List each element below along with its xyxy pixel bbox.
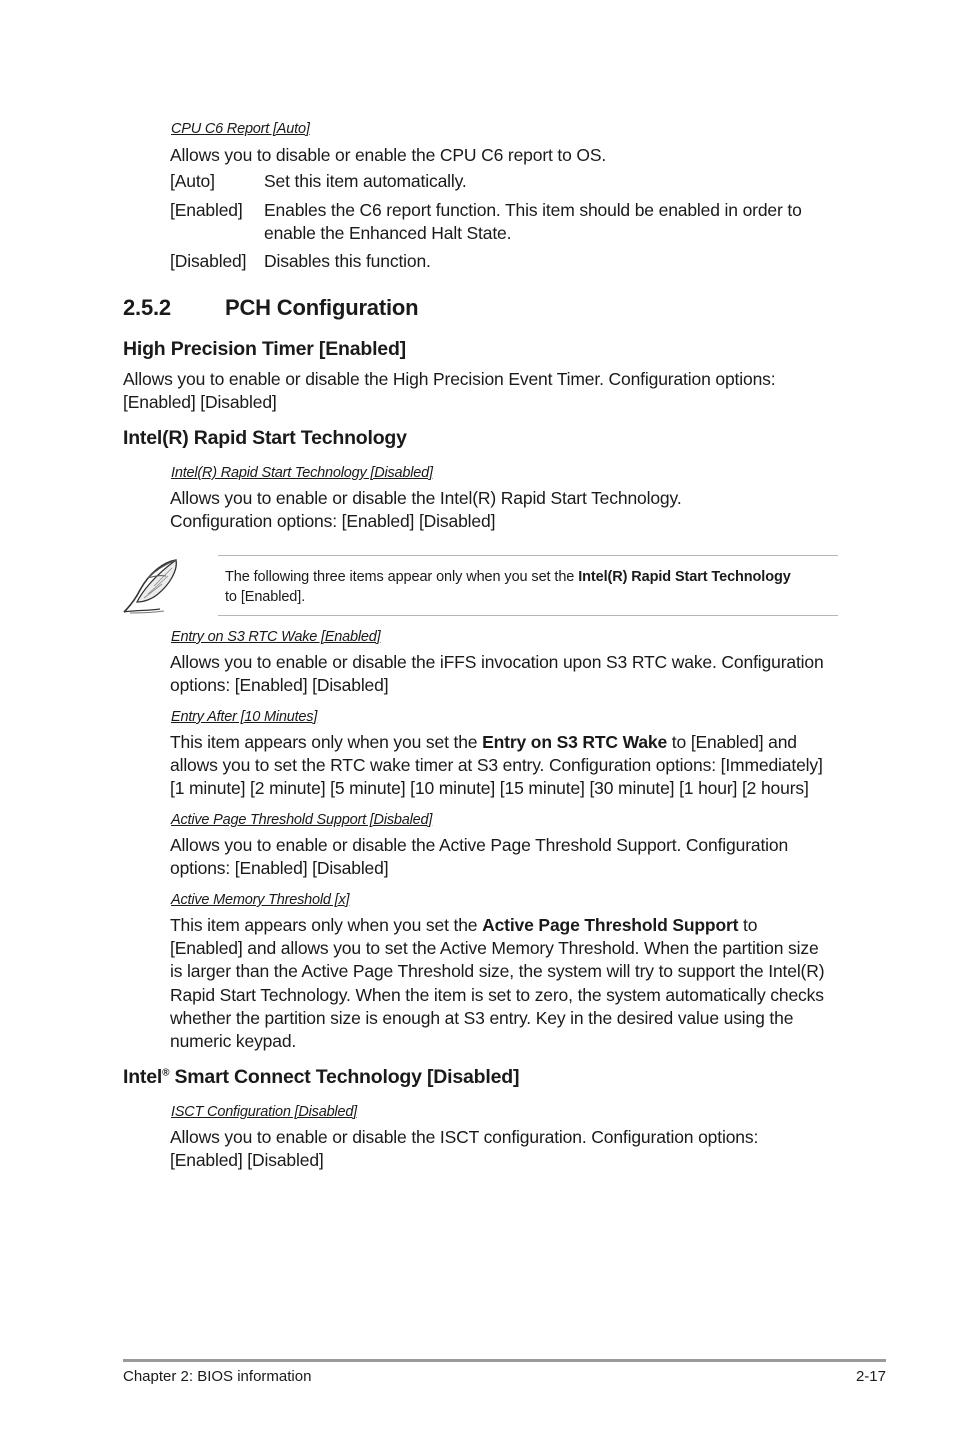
bold-text: Entry on S3 RTC Wake [482, 732, 668, 752]
amt-line1 [170, 914, 757, 937]
note-line2: to [Enabled]. [225, 589, 306, 605]
note-bold: Intel(R) Rapid Start Technology [578, 569, 791, 585]
option-row-auto [170, 170, 870, 194]
amt-line3: is larger than the Active Page Threshold size, the system will try to support the Intel(R) [170, 961, 825, 981]
irst-heading: Intel(R) Rapid Start Technology [123, 427, 407, 449]
apts-subtitle: Active Page Threshold Support [Disbaled] [171, 812, 433, 828]
text: to [Enabled] and [667, 732, 797, 752]
entry-after-line1 [170, 731, 797, 754]
text: to [738, 915, 758, 935]
note-line1 [225, 567, 791, 587]
cpu-c6-subtitle: CPU C6 Report [Auto] [171, 121, 310, 137]
amt-subtitle: Active Memory Threshold [x] [171, 892, 350, 908]
hpet-desc-line1: Allows you to enable or disable the High Precision Event Timer. Configuration options: [123, 369, 776, 389]
footer-rule [123, 1359, 886, 1362]
note-top-rule [218, 555, 838, 556]
option-row-enabled [170, 199, 870, 247]
option-value-line2: enable the Enhanced Halt State. [264, 223, 512, 243]
note-bottom-rule [218, 615, 838, 616]
section-title: PCH Configuration [225, 295, 419, 320]
page-number: 2-17 [855, 1368, 886, 1385]
option-key: [Enabled] [170, 200, 243, 220]
irst-desc-line1: Allows you to enable or disable the Intel(R) Rapid Start Technology. [170, 488, 682, 508]
amt-line4: Rapid Start Technology. When the item is set to zero, the system automatically checks [170, 985, 824, 1005]
amt-line5: whether the partition size is enough at S3 entry. Key in the desired value using the [170, 1008, 794, 1028]
hpet-heading: High Precision Timer [Enabled] [123, 338, 406, 360]
entry-after-subtitle: Entry After [10 Minutes] [171, 709, 318, 725]
amt-line2: [Enabled] and allows you to set the Active Memory Threshold. When the partition size [170, 938, 819, 958]
heading-text: Intel [123, 1066, 163, 1088]
text: This item appears only when you set the [170, 915, 483, 935]
option-value-line1: Enables the C6 report function. This item should be enabled in order to [264, 200, 802, 220]
option-value: Set this item automatically. [264, 171, 467, 191]
heading-text: Smart Connect Technology [Disabled] [169, 1066, 520, 1088]
entry-s3-line1: Allows you to enable or disable the iFFS invocation upon S3 RTC wake. Configuration [170, 652, 824, 672]
registered-mark: ® [162, 1067, 170, 1079]
section-number: 2.5.2 [123, 295, 171, 320]
isct-heading [123, 1066, 519, 1089]
isct-line2: [Enabled] [Disabled] [170, 1150, 324, 1170]
note-text: The following three items appear only when you set the [225, 569, 579, 585]
option-value: Disables this function. [264, 251, 431, 271]
irst-subtitle: Intel(R) Rapid Start Technology [Disabled] [171, 465, 433, 481]
feather-quill-icon [120, 556, 182, 616]
text: This item appears only when you set the [170, 732, 483, 752]
entry-s3-line2: options: [Enabled] [Disabled] [170, 675, 389, 695]
isct-subtitle: ISCT Configuration [Disabled] [171, 1104, 358, 1120]
cpu-c6-description: Allows you to disable or enable the CPU C6 report to OS. [170, 145, 607, 165]
amt-line6: numeric keypad. [170, 1031, 297, 1051]
option-row-disabled [170, 250, 870, 274]
entry-s3-subtitle: Entry on S3 RTC Wake [Enabled] [171, 629, 381, 645]
irst-desc-line2: Configuration options: [Enabled] [Disabled] [170, 511, 496, 531]
footer-chapter: Chapter 2: BIOS information [123, 1368, 312, 1385]
option-key: [Auto] [170, 171, 215, 191]
bold-text: Active Page Threshold Support [482, 915, 739, 935]
entry-after-line2: allows you to set the RTC wake timer at S3 entry. Configuration options: [Immediately] [170, 755, 823, 775]
entry-after-line3: [1 minute] [2 minute] [5 minute] [10 minute] [15 minute] [30 minute] [1 hour] [2 hours] [170, 778, 809, 798]
apts-line2: options: [Enabled] [Disabled] [170, 858, 389, 878]
isct-line1: Allows you to enable or disable the ISCT configuration. Configuration options: [170, 1127, 759, 1147]
apts-line1: Allows you to enable or disable the Active Page Threshold Support. Configuration [170, 835, 789, 855]
option-key: [Disabled] [170, 251, 247, 271]
hpet-desc-line2: [Enabled] [Disabled] [123, 392, 277, 412]
